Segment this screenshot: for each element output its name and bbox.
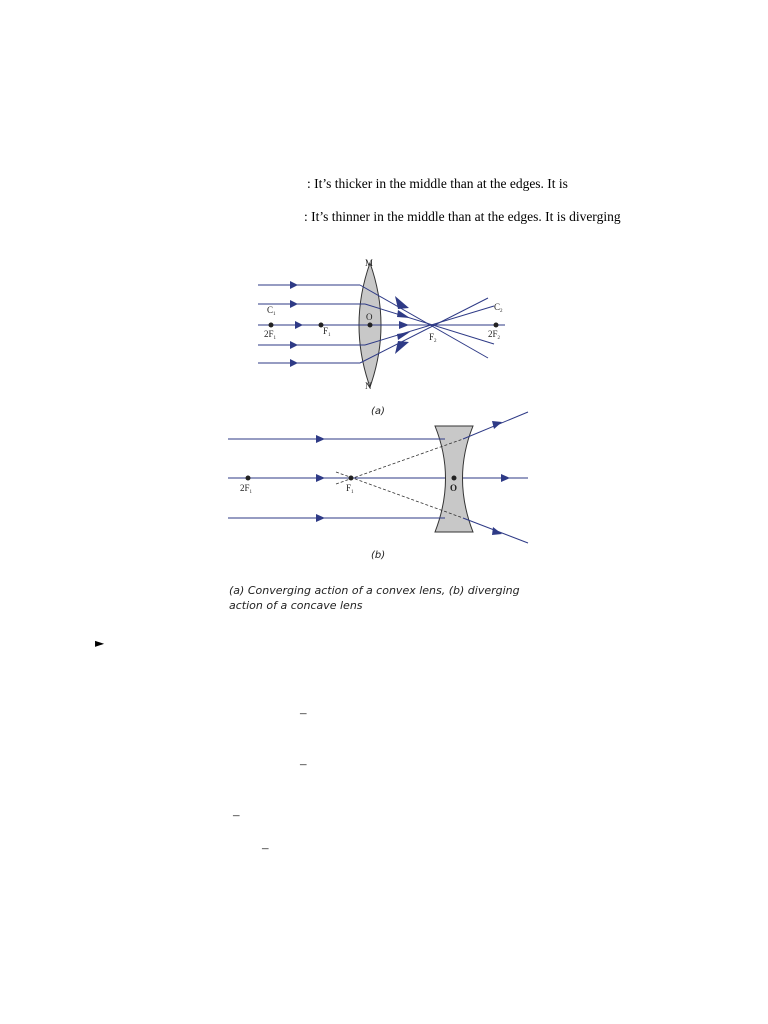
figure-b-concave-lens [228, 412, 528, 561]
label-2f2: $2F_2$ [488, 329, 501, 341]
figure-caption-line2: action of a concave lens [229, 599, 363, 612]
label-f2: $F_2$ [429, 332, 437, 344]
incoming-rays-a [258, 285, 366, 363]
dash-mark: – [300, 756, 307, 771]
label-2f1-a: $2F_1$ [264, 329, 277, 341]
dash-mark: – [300, 705, 307, 720]
label-f1-a: $F_1$ [323, 326, 331, 338]
text-line-concave: : It’s thinner in the middle than at the edges. It is diverging [304, 209, 621, 224]
label-o-a: O [366, 312, 373, 322]
label-n: N [365, 381, 372, 391]
label-c1: $C_1$ [267, 305, 276, 317]
figure-caption-line1: (a) Converging action of a convex lens, (b) diverging [229, 584, 520, 597]
label-2f1-b: $2F_1$ [240, 483, 253, 495]
label-o-b: O [450, 483, 458, 493]
label-c2: $C_2$ [494, 302, 503, 314]
figure-a-convex-lens [258, 258, 505, 417]
subcaption-a: (a) [371, 406, 385, 417]
incoming-arrowheads-a [290, 281, 303, 367]
refracted-rays-a [360, 285, 505, 363]
bullet-arrow-icon: ► [95, 636, 105, 650]
dash-mark: – [233, 807, 240, 822]
dash-mark: – [262, 840, 269, 855]
label-m: M [365, 258, 374, 268]
text-line-convex: : It’s thicker in the middle than at the edges. It is [307, 176, 568, 191]
subcaption-b: (b) [371, 550, 386, 561]
label-f1-b: $F_1$ [346, 483, 354, 495]
